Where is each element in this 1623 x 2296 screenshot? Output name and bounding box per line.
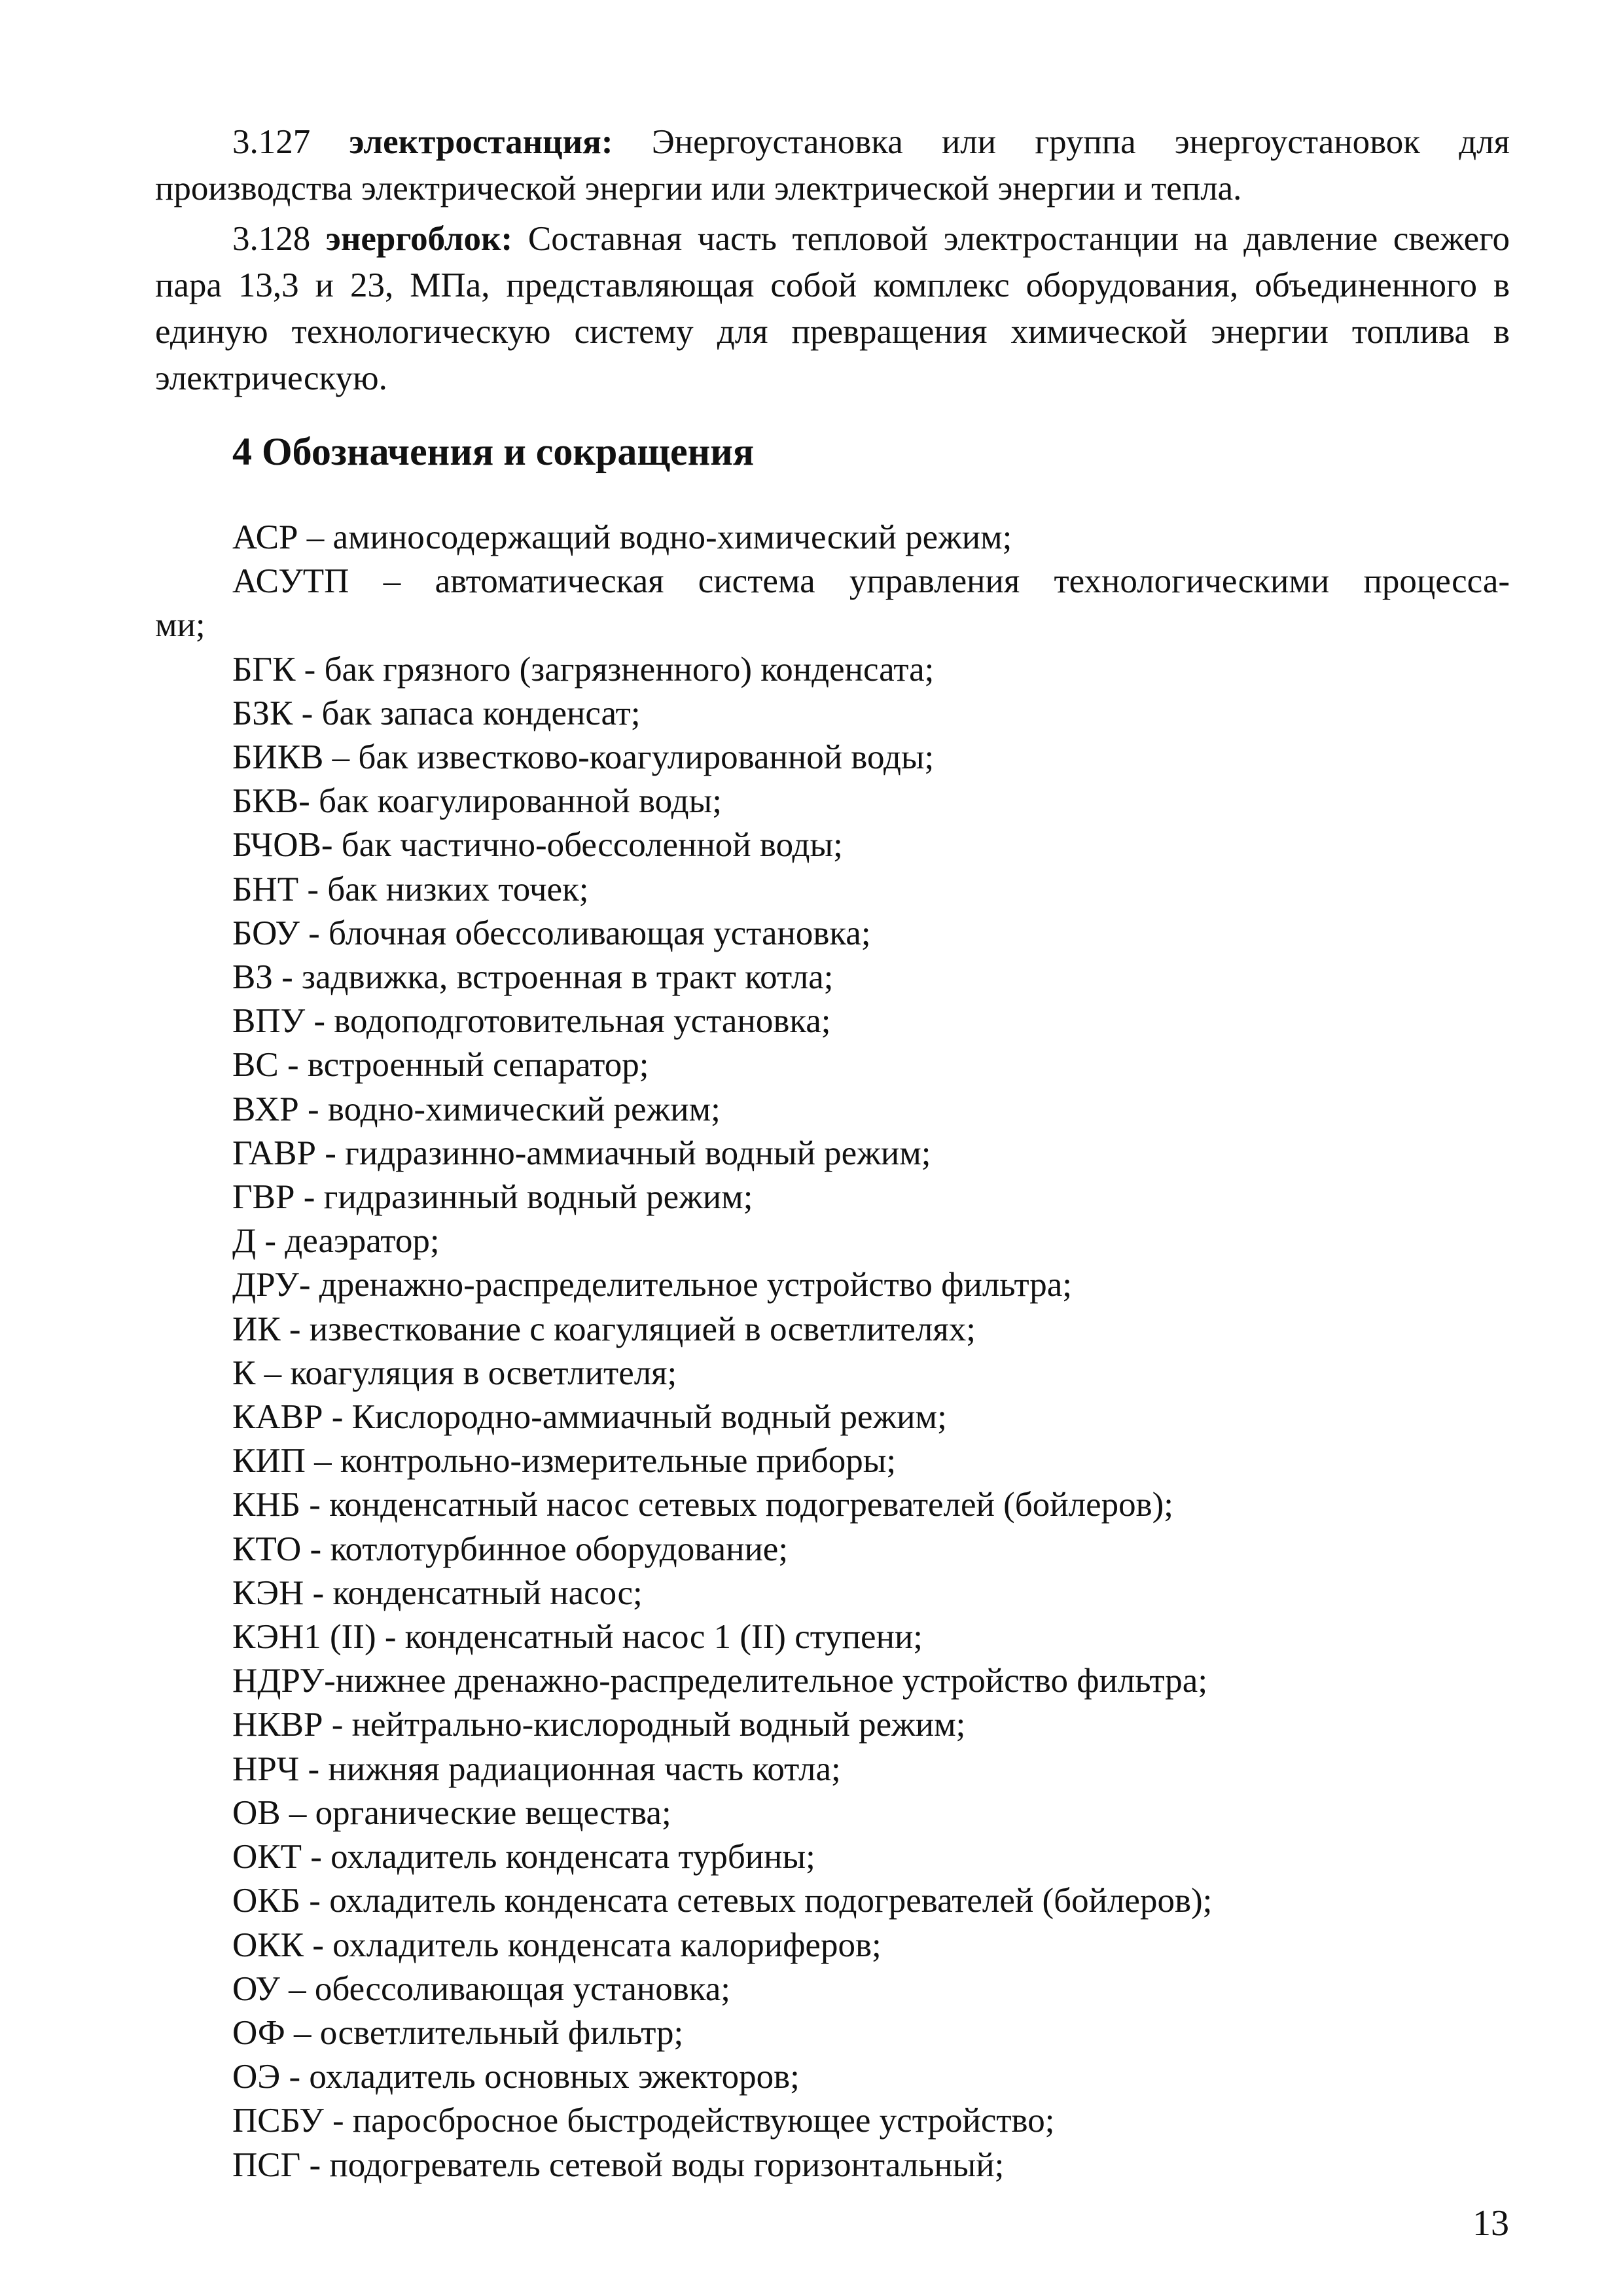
abbreviation-item: ОУ – обессоливающая установка;: [232, 1969, 730, 2008]
definition-number: 3.128: [232, 220, 311, 258]
section-title: 4 Обозначения и сокращения: [232, 430, 755, 473]
definition-text: Составная часть тепловой электростанции на давление свежего пара 13,3 и 23, МПа, представляющая собой комплекс оборудования, объединенного в единую технологическую систему для превращения химической энергии топлива в электрическую.: [155, 220, 1510, 397]
abbreviation-item: ОФ – осветлительный фильтр;: [232, 2013, 684, 2052]
abbreviation-item: ДРУ- дренажно-распределительное устройство фильтра;: [232, 1266, 1073, 1304]
abbreviation-item: НКВР - нейтрально-кислородный водный режим;: [232, 1706, 966, 1744]
abbreviation-item: БЗК - бак запаса конденсат;: [232, 694, 641, 732]
abbreviation-item: БИКВ – бак известково-коагулированной воды;: [232, 738, 935, 777]
abbreviation-item: КТО - котлотурбинное оборудование;: [232, 1530, 789, 1568]
abbreviation-list: [155, 516, 1510, 2187]
abbreviation-item: НРЧ - нижняя радиационная часть котла;: [232, 1749, 841, 1788]
abbreviation-item: БНТ - бак низких точек;: [232, 870, 589, 908]
abbreviation-item: ОКТ - охладитель конденсата турбины;: [232, 1838, 815, 1876]
abbreviation-item: АСУТП – автоматическая система управления технологическими процесса-: [232, 562, 1510, 601]
definition-number: 3.127: [232, 123, 311, 161]
abbreviation-item: ВЗ - задвижка, встроенная в тракт котла;: [232, 958, 834, 997]
abbreviation-item: Д - деаэратор;: [232, 1222, 440, 1261]
definition-term: энергоблок:: [325, 220, 513, 258]
abbreviation-item: ПСГ - подогреватель сетевой воды горизонтальный;: [232, 2145, 1005, 2184]
abbreviation-item: БОУ - блочная обессоливающая установка;: [232, 914, 871, 952]
abbreviation-item: КИП – контрольно-измерительные приборы;: [232, 1442, 897, 1480]
definition-text: Энергоустановка или группа энергоустановок для производства электрической энергии или электрической энергии и тепла.: [155, 123, 1510, 207]
abbreviation-item: БЧОВ- бак частично-обессоленной воды;: [232, 826, 843, 865]
page-number: 13: [1472, 2203, 1509, 2244]
definition-3-128: [155, 216, 1510, 402]
abbreviation-item: ПСБУ - паросбросное быстродействующее устройство;: [232, 2102, 1055, 2140]
abbreviation-item: КАВР - Кислородно-аммиачный водный режим;: [232, 1398, 947, 1437]
abbreviation-item: КЭН1 (II) - конденсатный насос 1 (II) ступени;: [232, 1618, 923, 1657]
abbreviation-item-continuation: ми;: [155, 606, 205, 645]
abbreviation-item: КНБ - конденсатный насос сетевых подогревателей (бойлеров);: [232, 1486, 1173, 1524]
abbreviation-item: КЭН - конденсатный насос;: [232, 1573, 643, 1612]
abbreviation-item: К – коагуляция в осветлителя;: [232, 1354, 677, 1392]
abbreviation-item: ГВР - гидразинный водный режим;: [232, 1178, 753, 1217]
abbreviation-item: АСР – аминосодержащий водно-химический режим;: [232, 518, 1012, 556]
definition-3-127: [155, 119, 1510, 212]
abbreviation-item: ВХР - водно-химический режим;: [232, 1090, 721, 1128]
abbreviation-item: БГК - бак грязного (загрязненного) конденсата;: [232, 650, 935, 689]
abbreviation-item: ОКБ - охладитель конденсата сетевых подогревателей (бойлеров);: [232, 1882, 1213, 1920]
abbreviation-item: ОВ – органические вещества;: [232, 1793, 671, 1832]
abbreviation-item: ОКК - охладитель конденсата калориферов;: [232, 1926, 882, 1964]
abbreviation-item: ИК - известкование с коагуляцией в осветлителях;: [232, 1310, 976, 1348]
abbreviation-item: НДРУ-нижнее дренажно-распределительное устройство фильтра;: [232, 1662, 1208, 1700]
abbreviation-item: ВС - встроенный сепаратор;: [232, 1046, 649, 1085]
abbreviation-item: ГАВР - гидразинно-аммиачный водный режим;: [232, 1134, 931, 1172]
abbreviation-item: ВПУ - водоподготовительная установка;: [232, 1002, 831, 1041]
abbreviation-item: БКВ- бак коагулированной воды;: [232, 782, 722, 821]
abbreviation-item: ОЭ - охладитель основных эжекторов;: [232, 2058, 800, 2096]
definition-term: электростанция:: [349, 123, 613, 161]
